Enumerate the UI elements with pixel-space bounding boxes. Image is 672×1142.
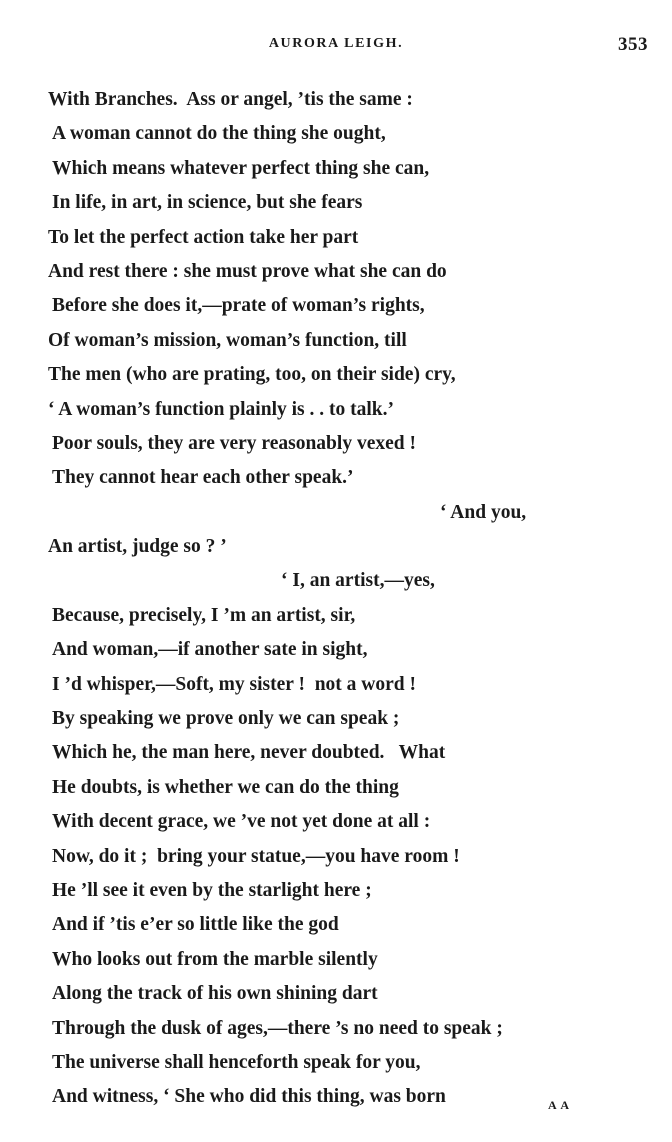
verse-line: And rest there : she must prove what she can do — [48, 260, 447, 282]
verse-line: Of woman’s mission, woman’s function, till — [48, 329, 407, 351]
verse-line: ‘ I, an artist,—yes, — [281, 570, 435, 592]
verse-line: By speaking we prove only we can speak ; — [52, 708, 400, 730]
verse-line: A woman cannot do the thing she ought, — [52, 123, 386, 145]
verse-line: I ’d whisper,—Soft, my sister ! not a word ! — [52, 673, 417, 695]
verse-line: And woman,—if another sate in sight, — [52, 639, 368, 661]
verse-block — [48, 83, 648, 1115]
verse-line: ‘ A woman’s function plainly is . . to talk.’ — [48, 398, 394, 420]
verse-line: The men (who are prating, too, on their side) cry, — [48, 364, 456, 386]
verse-line: Along the track of his own shining dart — [52, 983, 378, 1005]
verse-line: He doubts, is whether we can do the thing — [52, 776, 399, 798]
running-title: AURORA LEIGH. — [268, 36, 404, 51]
verse-line: Through the dusk of ages,—there ’s no need to speak ; — [52, 1017, 503, 1039]
running-head — [0, 34, 672, 56]
verse-line: And if ’tis e’er so little like the god — [52, 914, 339, 936]
verse-line: Which he, the man here, never doubted. What — [52, 742, 446, 764]
verse-line: And witness, ‘ She who did this thing, was born — [52, 1086, 446, 1108]
verse-line: Poor souls, they are very reasonably vexed ! — [52, 432, 416, 454]
verse-line: Now, do it ; bring your statue,—you have room ! — [52, 845, 460, 867]
verse-line: With decent grace, we ’ve not yet done at all : — [52, 811, 431, 833]
verse-line: Before she does it,—prate of woman’s rights, — [52, 295, 425, 317]
verse-line: Which means whatever perfect thing she can, — [52, 157, 430, 179]
printer-signature-mark: A A — [548, 1098, 571, 1112]
verse-line: To let the perfect action take her part — [48, 226, 359, 248]
verse-line: He ’ll see it even by the starlight here ; — [52, 879, 372, 901]
verse-line: Because, precisely, I ’m an artist, sir, — [52, 604, 356, 626]
page-number: 353 — [618, 34, 648, 55]
verse-line: With Branches. Ass or angel, ’tis the same : — [48, 89, 413, 110]
verse-line: The universe shall henceforth speak for you, — [52, 1051, 421, 1073]
verse-line: ‘ And you, — [440, 501, 527, 523]
verse-line: In life, in art, in science, but she fears — [52, 192, 363, 214]
verse-line: They cannot hear each other speak.’ — [52, 467, 354, 489]
verse-line: An artist, judge so ? ’ — [48, 536, 227, 558]
verse-line: Who looks out from the marble silently — [52, 948, 378, 970]
